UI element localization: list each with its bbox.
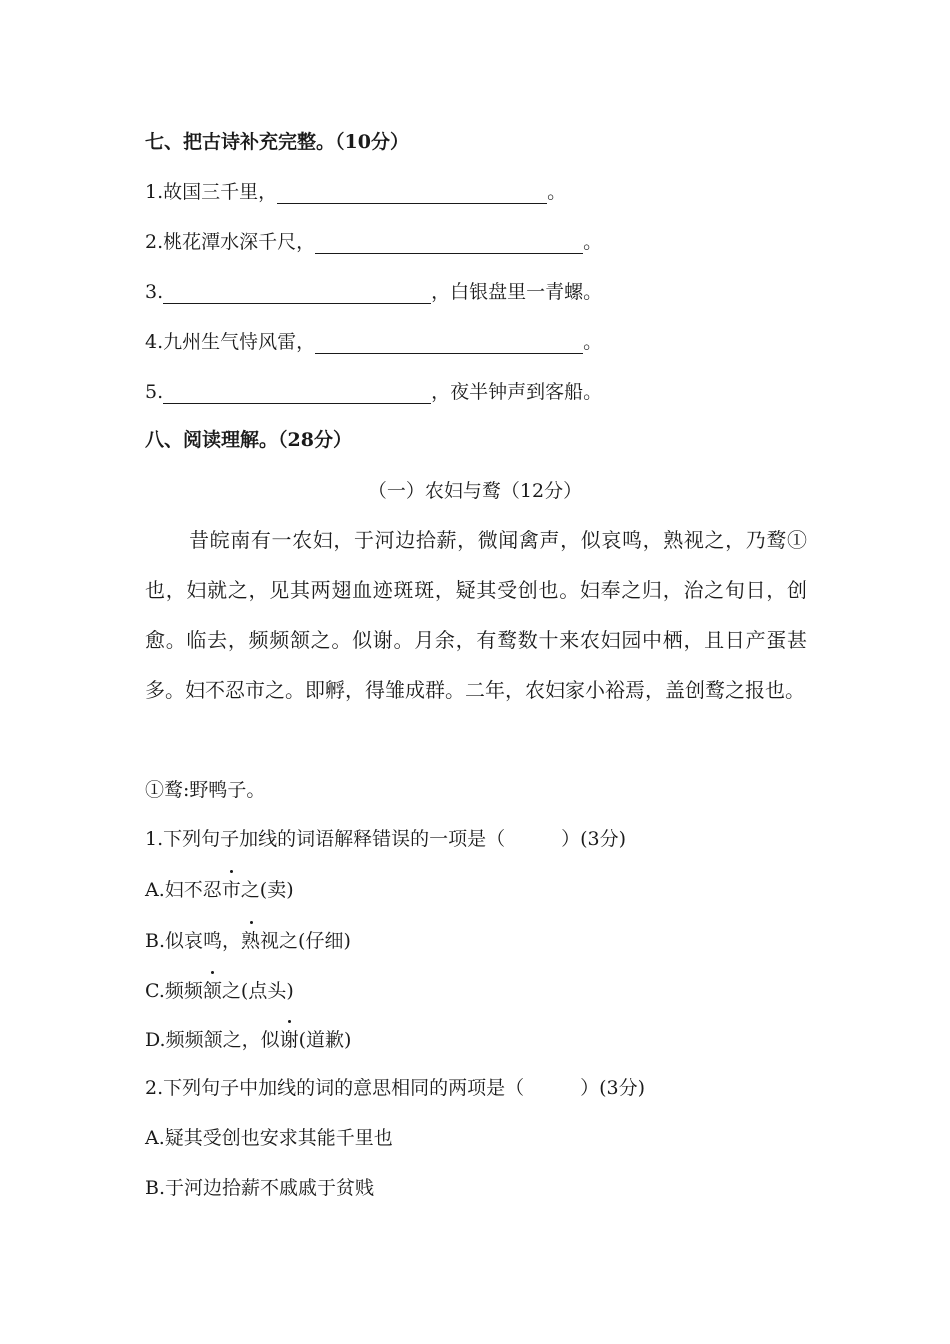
poem-item-2 xyxy=(145,230,602,254)
poem-item-4 xyxy=(145,330,602,354)
question-1-option-a[interactable] xyxy=(145,878,294,902)
poem-item-1-prefix: 1.故国三千里， xyxy=(145,181,278,203)
option-b-dotted-word: 熟 xyxy=(241,930,261,952)
question-2-stem xyxy=(145,1076,645,1100)
poem-item-2-suffix: 。 xyxy=(583,231,603,253)
option-d-dotted-word: 谢 xyxy=(279,1029,299,1051)
section7-title: 七、把古诗补充完整。（10分） xyxy=(145,131,409,153)
poem-item-1 xyxy=(145,180,566,204)
option-a-after: 之(卖) xyxy=(240,879,294,901)
poem-item-5-suffix: ，夜半钟声到客船。 xyxy=(431,381,603,403)
section8-title: 八、阅读理解。（28分） xyxy=(145,429,352,451)
question-1-option-d[interactable] xyxy=(145,1028,351,1052)
option-c-dotted-word: 颔 xyxy=(202,980,222,1002)
poem-item-3-suffix: ，白银盘里一青螺。 xyxy=(431,281,603,303)
poem-item-1-suffix: 。 xyxy=(547,181,567,203)
passage-note: ①鹜:野鸭子。 xyxy=(145,779,266,801)
option-c-after: 之(点头) xyxy=(221,980,294,1002)
question-1-stem-after: ）(3分) xyxy=(561,828,627,850)
option-c-before: C.频频 xyxy=(145,980,203,1002)
poem-item-5-prefix: 5. xyxy=(145,381,164,403)
question-1-stem-before: 1.下列句子加线的词语解释错误的一项是（ xyxy=(145,828,506,850)
passage-title: （一）农妇与鹜（12分） xyxy=(367,480,583,502)
poem-item-4-suffix: 。 xyxy=(583,331,603,353)
poem-item-5-blank[interactable] xyxy=(163,381,431,404)
question-2-option-b[interactable]: B.于河边拾薪不戚戚于贫贱 xyxy=(145,1177,375,1199)
question-1-option-c[interactable] xyxy=(145,979,294,1003)
option-b-after: 视之(仔细) xyxy=(260,930,351,952)
question-1-option-b[interactable] xyxy=(145,929,351,953)
poem-item-1-blank[interactable] xyxy=(277,181,547,204)
passage-text: 昔皖南有一农妇，于河边拾薪，微闻禽声，似哀鸣，熟视之，乃鹜①也，妇就之，见其两翅血迹斑斑，疑其受创也。妇奉之归，治之旬日，创愈。临去，频频颔之。似谢。月余，有鹜数十来农妇园中栖，且日产蛋甚多。妇不忍市之。即孵，得雏成群。二年，农妇家小裕焉，盖创鹜之报也。 xyxy=(145,528,807,702)
poem-item-5 xyxy=(145,380,602,404)
poem-item-3-blank[interactable] xyxy=(163,281,431,304)
poem-item-4-blank[interactable] xyxy=(315,331,583,354)
option-b-before: B.似哀鸣， xyxy=(145,930,242,952)
poem-item-3-prefix: 3. xyxy=(145,281,164,303)
option-d-before: D.频频颔之，似 xyxy=(145,1029,280,1051)
poem-item-4-prefix: 4.九州生气恃风雷， xyxy=(145,331,316,353)
option-d-after: (道歉) xyxy=(298,1029,352,1051)
question-2-stem-after: ）(3分) xyxy=(580,1077,646,1099)
poem-item-3 xyxy=(145,280,602,304)
poem-item-2-prefix: 2.桃花潭水深千尺， xyxy=(145,231,316,253)
question-1-stem xyxy=(145,827,626,851)
poem-item-2-blank[interactable] xyxy=(315,231,583,254)
question-2-option-a[interactable]: A.疑其受创也安求其能千里也 xyxy=(145,1127,393,1149)
option-a-before: A.妇不忍 xyxy=(145,879,222,901)
question-2-stem-before: 2.下列句子中加线的词的意思相同的两项是（ xyxy=(145,1077,525,1099)
option-a-dotted-word: 市 xyxy=(221,879,241,901)
